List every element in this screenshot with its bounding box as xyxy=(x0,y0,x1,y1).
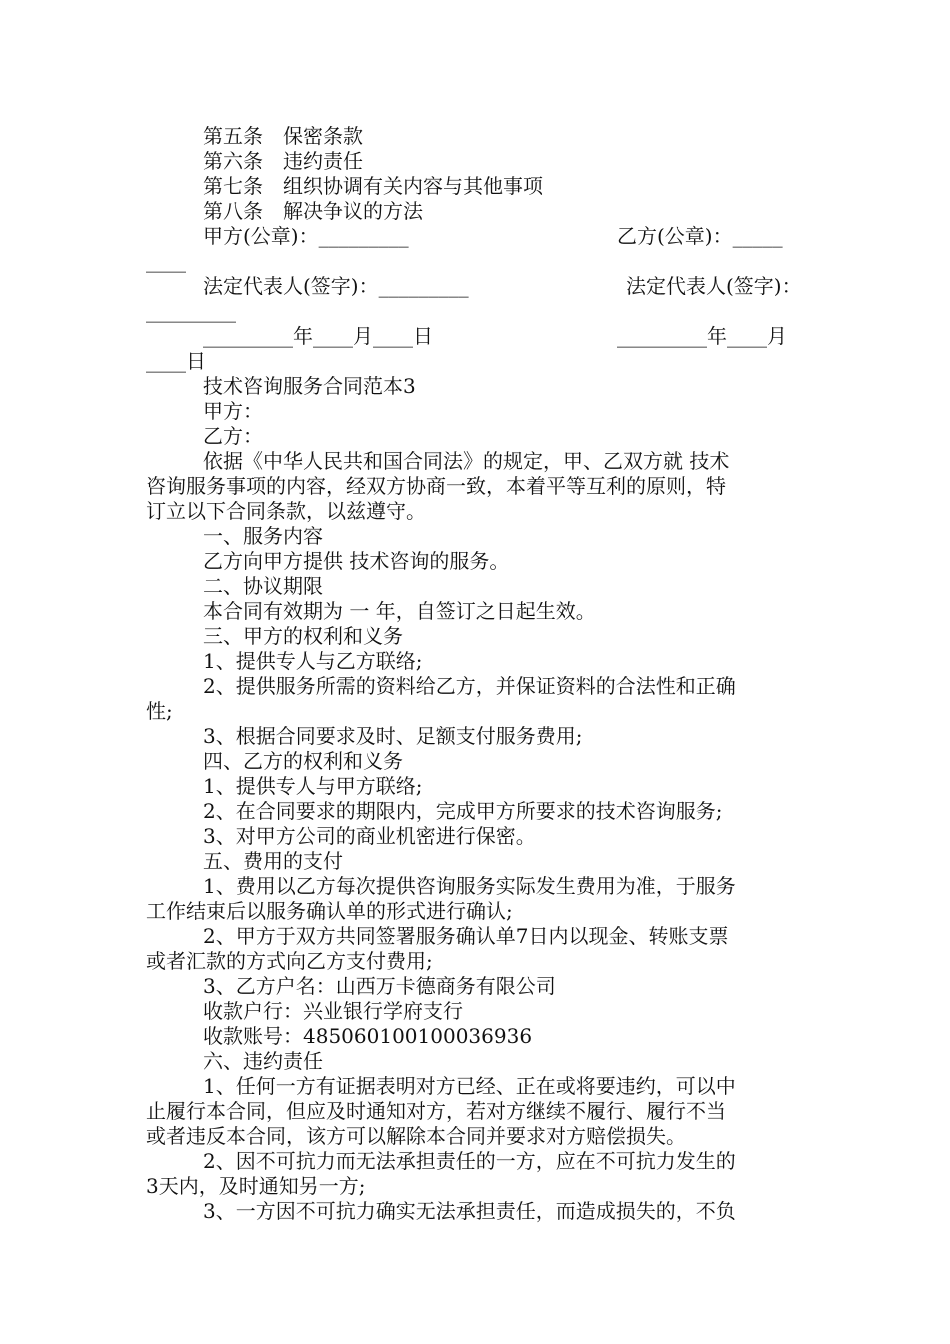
party-a-seal-line: 甲方(公章)：_________ xyxy=(203,224,409,248)
section-6-item-2: 2、因不可抗力而无法承担责任的一方，应在不可抗力发生的 xyxy=(203,1149,736,1173)
toc-item-6: 第六条 违约责任 xyxy=(203,149,363,173)
date-b-line: _________年____月 xyxy=(617,324,787,348)
section-6-item-1: 1、任何一方有证据表明对方已经、正在或将要违约，可以中 xyxy=(203,1074,736,1098)
section-6-item-1-continued-b: 或者违反本合同，该方可以解除本合同并要求对方赔偿损失。 xyxy=(146,1124,686,1148)
party-b-seal-continued: ____ xyxy=(146,249,186,273)
section-5-item-2: 2、甲方于双方共同签署服务确认单7日内以现金、转账支票 xyxy=(203,924,729,948)
section-2-title: 二、协议期限 xyxy=(203,574,323,598)
section-2-body: 本合同有效期为 一 年，自签订之日起生效。 xyxy=(203,599,596,623)
toc-item-8: 第八条 解决争议的方法 xyxy=(203,199,423,223)
section-1-body: 乙方向甲方提供 技术咨询的服务。 xyxy=(203,549,510,573)
section-5-item-3: 3、乙方户名：山西万卡德商务有限公司 xyxy=(203,974,556,998)
party-a-label: 甲方： xyxy=(203,399,263,423)
intro-line-3: 订立以下合同条款，以兹遵守。 xyxy=(146,499,426,523)
rep-b-signature-continued: _________ xyxy=(146,299,236,323)
section-6-item-2-continued: 3天内，及时通知另一方; xyxy=(146,1174,366,1198)
rep-b-signature-line: 法定代表人(签字)： xyxy=(626,274,802,298)
section-5-title: 五、费用的支付 xyxy=(203,849,343,873)
rep-a-signature-line: 法定代表人(签字)：_________ xyxy=(203,274,469,298)
section-1-title: 一、服务内容 xyxy=(203,524,323,548)
section-5-item-1-continued: 工作结束后以服务确认单的形式进行确认; xyxy=(146,899,513,923)
section-6-item-1-continued-a: 止履行本合同，但应及时通知对方，若对方继续不履行、履行不当 xyxy=(146,1099,726,1123)
date-a-line: _________年____月____日 xyxy=(203,324,433,348)
section-6-title: 六、违约责任 xyxy=(203,1049,323,1073)
section-5-bank: 收款户行：兴业银行学府支行 xyxy=(203,999,463,1023)
party-b-label: 乙方： xyxy=(203,424,263,448)
toc-item-5: 第五条 保密条款 xyxy=(203,124,363,148)
section-4-item-1: 1、提供专人与甲方联络; xyxy=(203,774,423,798)
party-b-seal-line: 乙方(公章)：_____ xyxy=(617,224,783,248)
section-5-item-1: 1、费用以乙方每次提供咨询服务实际发生费用为准，于服务 xyxy=(203,874,736,898)
section-3-item-3: 3、根据合同要求及时、足额支付服务费用; xyxy=(203,724,583,748)
section-5-item-2-continued: 或者汇款的方式向乙方支付费用; xyxy=(146,949,433,973)
section-3-item-1: 1、提供专人与乙方联络; xyxy=(203,649,423,673)
section-6-item-3: 3、一方因不可抗力确实无法承担责任，而造成损失的，不负 xyxy=(203,1199,736,1223)
date-b-continued: ____日 xyxy=(146,349,206,373)
contract-title: 技术咨询服务合同范本3 xyxy=(203,374,416,398)
intro-line-2: 咨询服务事项的内容，经双方协商一致，本着平等互利的原则，特 xyxy=(146,474,726,498)
section-3-item-2: 2、提供服务所需的资料给乙方，并保证资料的合法性和正确 xyxy=(203,674,736,698)
section-3-item-2-continued: 性; xyxy=(146,699,173,723)
toc-item-7: 第七条 组织协调有关内容与其他事项 xyxy=(203,174,543,198)
section-3-title: 三、甲方的权利和义务 xyxy=(203,624,403,648)
section-5-account: 收款账号：485060100100036936 xyxy=(203,1024,533,1048)
section-4-item-2: 2、在合同要求的期限内，完成甲方所要求的技术咨询服务; xyxy=(203,799,723,823)
intro-line-1: 依据《中华人民共和国合同法》的规定，甲、乙双方就 技术 xyxy=(203,449,730,473)
section-4-item-3: 3、对甲方公司的商业机密进行保密。 xyxy=(203,824,536,848)
section-4-title: 四、乙方的权利和义务 xyxy=(203,749,403,773)
